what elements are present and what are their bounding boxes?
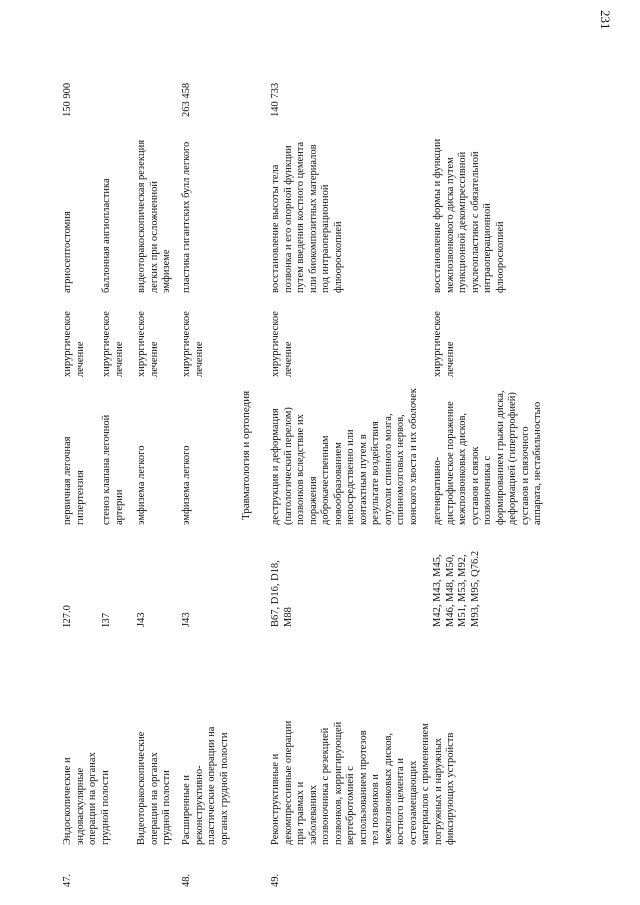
section-title: Травматология и ортопедия	[240, 390, 252, 520]
diagnosis-description: деструкция и деформация (патологический перелом) позвонков вследствие их поражения доброкачественным новообразованием непосредственно или контактным путем в результате воздействия опухоли спинного мозга, спинномозговых нервов, конского хвоста и их оболочек	[270, 388, 419, 525]
diagnosis-codes: J43	[181, 612, 192, 627]
diagnosis-codes: B67, D16, D18, M88	[270, 560, 294, 627]
diagnosis-description: стеноз клапана легочной артерии	[101, 414, 125, 525]
row-number: 47.	[62, 873, 73, 887]
treatment-type: хирургическое лечение	[181, 311, 205, 377]
treatment-method: видеоторакоскопическая резекция легких при осложненной эмфиземе	[136, 139, 172, 293]
price: 140 733	[270, 82, 281, 117]
procedure-name: Реконструктивные и декомпрессивные операции при травмах и заболеваниях позвоночника с резекцией позвонков, корригирующей вертебротомией с использованием протезов тел позвонков и межпозвонковых дисков, костного цемента и остеозамещающих материалов с применением погружных и наружных фиксирующих устройств	[270, 720, 456, 845]
diagnosis-codes: J43	[136, 612, 147, 627]
page-number: 231	[598, 10, 613, 30]
diagnosis-description: эмфизема легкого	[136, 445, 147, 525]
treatment-type: хирургическое лечение	[136, 311, 160, 377]
price: 150 900	[62, 82, 73, 117]
diagnosis-codes: I27.0	[62, 605, 73, 627]
treatment-method: восстановление высоты тела позвонка и его опорной функции путем введения костного цемента или биокомпозитных материалов под интраоперационной флюороскопией	[270, 141, 344, 293]
treatment-method: пластика гигантских булл легкого	[181, 141, 192, 293]
row-number: 49.	[270, 873, 281, 887]
treatment-method: восстановление формы и функции межпозвонкового диска путем пункционной декомпрессивной нуклеопластики с обязательной интраоперационной флюороскопией	[432, 138, 506, 293]
diagnosis-description: эмфизема легкого	[181, 445, 192, 525]
treatment-type: хирургическое лечение	[432, 311, 456, 377]
row-number: 48.	[181, 873, 192, 887]
treatment-type: хирургическое лечение	[101, 311, 125, 377]
treatment-method: атриосептостомия	[62, 211, 73, 293]
treatment-type: хирургическое лечение	[270, 311, 294, 377]
treatment-type: хирургическое лечение	[62, 311, 86, 377]
diagnosis-description: дегенеративно- дистрофическое поражение межпозвонковых дисков, суставов и связок позвоночника с формированием грыжи диска, деформацией (гипертрофией) суставов и связочного аппарата, нестабильностью	[432, 390, 543, 525]
procedure-name: Расширенные и реконструктивно- пластические операции на органах грудной полости	[181, 726, 230, 845]
procedure-name: Видеоторакоскопические операции на органах грудной полости	[136, 731, 172, 845]
diagnosis-codes: I37	[101, 613, 112, 627]
diagnosis-codes: M42, M43, M45, M46, M48, M50, M51, M53, M92, M93, M95, Q76.2	[432, 550, 481, 627]
diagnosis-description: первичная легочная гипертензия	[62, 436, 86, 525]
procedure-name: Эндоскопические и эндоваскулярные операции на органах грудной полости	[62, 752, 111, 845]
price: 263 458	[181, 82, 192, 117]
treatment-method: баллонная ангиопластика	[101, 178, 112, 293]
